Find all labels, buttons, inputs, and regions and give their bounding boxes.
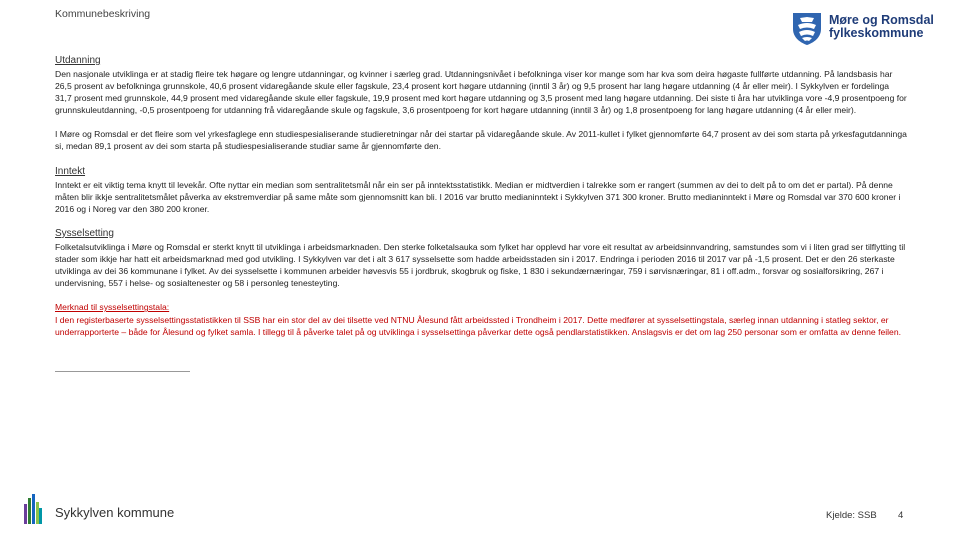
page-number: 4 xyxy=(898,510,904,521)
page-header-title: Kommunebeskriving xyxy=(55,8,151,20)
section-merknad xyxy=(55,301,907,338)
logo-line-2: fylkeskommune xyxy=(829,26,924,40)
municipality-logo-bars-icon xyxy=(24,494,42,524)
footer-municipality-name: Sykkylven kommune xyxy=(55,505,175,520)
section-heading-merknad: Merknad til sysselsettingstala: xyxy=(55,302,170,313)
utdanning-paragraph-2: I Møre og Romsdal er det fleire som vel yrkesfaglege enn studiespesialiserande studieretningar når dei startar på vidaregåande skule. Av 2011-kullet i fylket gjennomførte 64,7 prosent av dei som starta på yrkesfagutdanninga si, medan 89,1 prosent av dei som starta på studiespesialiserande studiar same år gjennomførte den. xyxy=(55,129,907,152)
logo-line-1: Møre og Romsdal xyxy=(829,13,934,27)
coat-of-arms-icon xyxy=(791,11,823,47)
section-heading-sysselsetting: Sysselsetting xyxy=(55,227,114,239)
sysselsetting-paragraph: Folketalsutviklinga i Møre og Romsdal er sterkt knytt til utviklinga i arbeidsmarknaden. Den sterke folketalsauka som fylket har opplevd har vore eit resultat av arbeidsinnvandring, samstundes som vi i liten grad ser tilflytting til stader som ikkje har hatt eit arbeidsmarknad med god utvikling. I Sykkylven var det i alt 3 617 sysselsette som hadde arbeidsstaden sin i 2017. Endringa i perioden 2016 til 2017 var på -1,5 prosent. Det er den 26 sterkaste utviklinga av dei 36 kommunane i fylket. Av dei sysselsette i kommunen arbeider høvesvis 55 i jordbruk, skogbruk og fiske, 1 830 i sekundærnæringar, 759 i sørvisnæringar, 81 i off.adm., forsvar og sosialforsikring, 267 i undervisning, 557 i helse- og sosialtenester og 58 i personleg tenesteyting. xyxy=(55,241,906,289)
section-utdanning xyxy=(55,54,907,153)
section-heading-utdanning: Utdanning xyxy=(55,55,101,66)
logo-bar-1 xyxy=(24,504,27,524)
section-inntekt xyxy=(55,165,907,215)
note-divider xyxy=(55,371,190,372)
inntekt-paragraph: Inntekt er eit viktig tema knytt til levekår. Ofte nyttar ein median som sentralitetsmål når ein ser på inntektsstatistikk. Median er midtverdien i talrekke som er rangert (summen av dei to delt på to om det er partal). På denne måten blir ikkje sentralitetsmålet påverka av ekstremverdiar på same måte som gjennomsnitt kan bli. I 2016 var brutto medianinntekt i Sykkylven 371 300 kroner. Brutto medianinntekt i Møre og Romsdal var 370 600 kroner i 2016 og i Noreg var den 380 200 kroner. xyxy=(55,179,901,214)
logo-bar-2 xyxy=(28,498,31,524)
section-sysselsetting xyxy=(55,227,907,289)
main-content xyxy=(55,54,907,350)
county-logo xyxy=(791,11,941,47)
utdanning-paragraph-1: Den nasjonale utviklinga er at stadig fleire tek høgare og lengre utdanningar, og kvinner i særleg grad. Utdanningsnivået i befolkninga viser kor mange som har kva som deira høgaste fullførte utdanning. På landsbasis har 26,5 prosent av befolkninga grunnskole, 40,6 prosent vidaregåande skule eller fagskule, 23,4 prosent kort høgare utdanning (inntil 3 år) og 9,5 prosent har lang høgare utdanning (4 år eller meir). I Sykkylven er fordelinga 31,7 prosent med grunnskole, 44,9 prosent med vidaregåande skule eller fagskule, 19,9 prosent med kort høgare utdanning og 3,5 prosent med lang høgare utdanning. Dei siste ti åra har utviklinga vore -4,9 prosentpoeng for grunnskuleutdanning, -0,5 prosentpoeng for utdanning frå vidaregåande skule og fagskule, 3,6 prosentpoeng for kort høgare utdanning (inntil 3 år) og 1,8 prosentpoeng for lang høgare utdanning (4 år eller meir). xyxy=(55,69,907,116)
logo-bar-3 xyxy=(32,494,35,524)
logo-bar-5 xyxy=(39,508,42,524)
merknad-paragraph: I den registerbaserte sysselsettingsstatistikken til SSB har ein stor del av dei tilsette ved NTNU Ålesund fått arbeidssted i Trondheim i 2017. Dette medfører at sysselsettingstala, særleg innan utdanning i statleg sektor, er underrapporterte – både for Ålesund og fylket samla. I tillegg til å påverke talet på og utviklinga i sysselsettinga påverkar dette også pendlarstatistikken. Anslagsvis er det om lag 250 personar som er omfatta av denne feilen. xyxy=(55,315,902,338)
footer-source: Kjelde: SSB xyxy=(826,510,877,521)
logo-bar-4 xyxy=(36,502,39,524)
section-heading-inntekt: Inntekt xyxy=(55,165,86,177)
